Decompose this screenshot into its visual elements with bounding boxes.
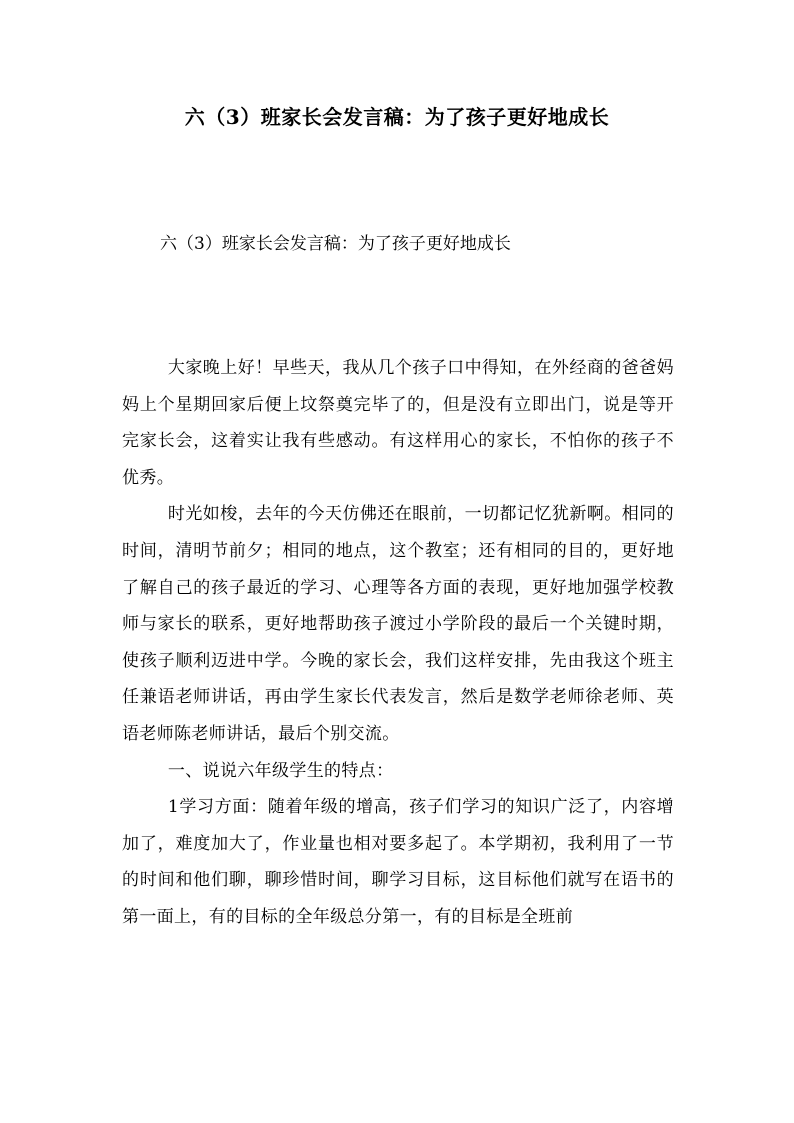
- document-title: 六（3）班家长会发言稿：为了孩子更好地成长: [184, 105, 610, 129]
- paragraph-study: 1学习方面：随着年级的增高，孩子们学习的知识广泛了，内容增加了，难度加大了，作业量也相对要多起了。本学期初，我利用了一节的时间和他们聊，聊珍惜时间，聊学习目标，这目标他们就写在语书的第一面上，有的目标的全年级总分第一，有的目标是全班前: [122, 797, 674, 927]
- paragraph-introduction: 时光如梭，去年的今天仿佛还在眼前，一切都记忆犹新啊。相同的时间，清明节前夕；相同的地点，这个教室；还有相同的目的，更好地了解自己的孩子最近的学习、心理等各方面的表现，更好地加强学校教师与家长的联系，更好地帮助孩子渡过小学阶段的最后一个关键时期，使孩子顺利迈进中学。今晚的家长会，我们这样安排，先由我这个班主任兼语老师讲话，再由学生家长代表发言，然后是数学老师徐老师、英语老师陈老师讲话，最后个别交流。: [122, 504, 674, 744]
- section-heading: 一、说说六年级学生的特点：: [167, 760, 394, 781]
- document-subtitle: 六（3）班家长会发言稿：为了孩子更好地成长: [160, 234, 511, 254]
- document-body: [122, 350, 674, 936]
- paragraph-greeting: 大家晚上好！早些天，我从几个孩子口中得知，在外经商的爸爸妈妈上个星期回家后便上坟祭奠完毕了的，但是没有立即出门，说是等开完家长会，这着实让我有些感动。有这样用心的家长，不怕你的孩子不优秀。: [122, 358, 674, 488]
